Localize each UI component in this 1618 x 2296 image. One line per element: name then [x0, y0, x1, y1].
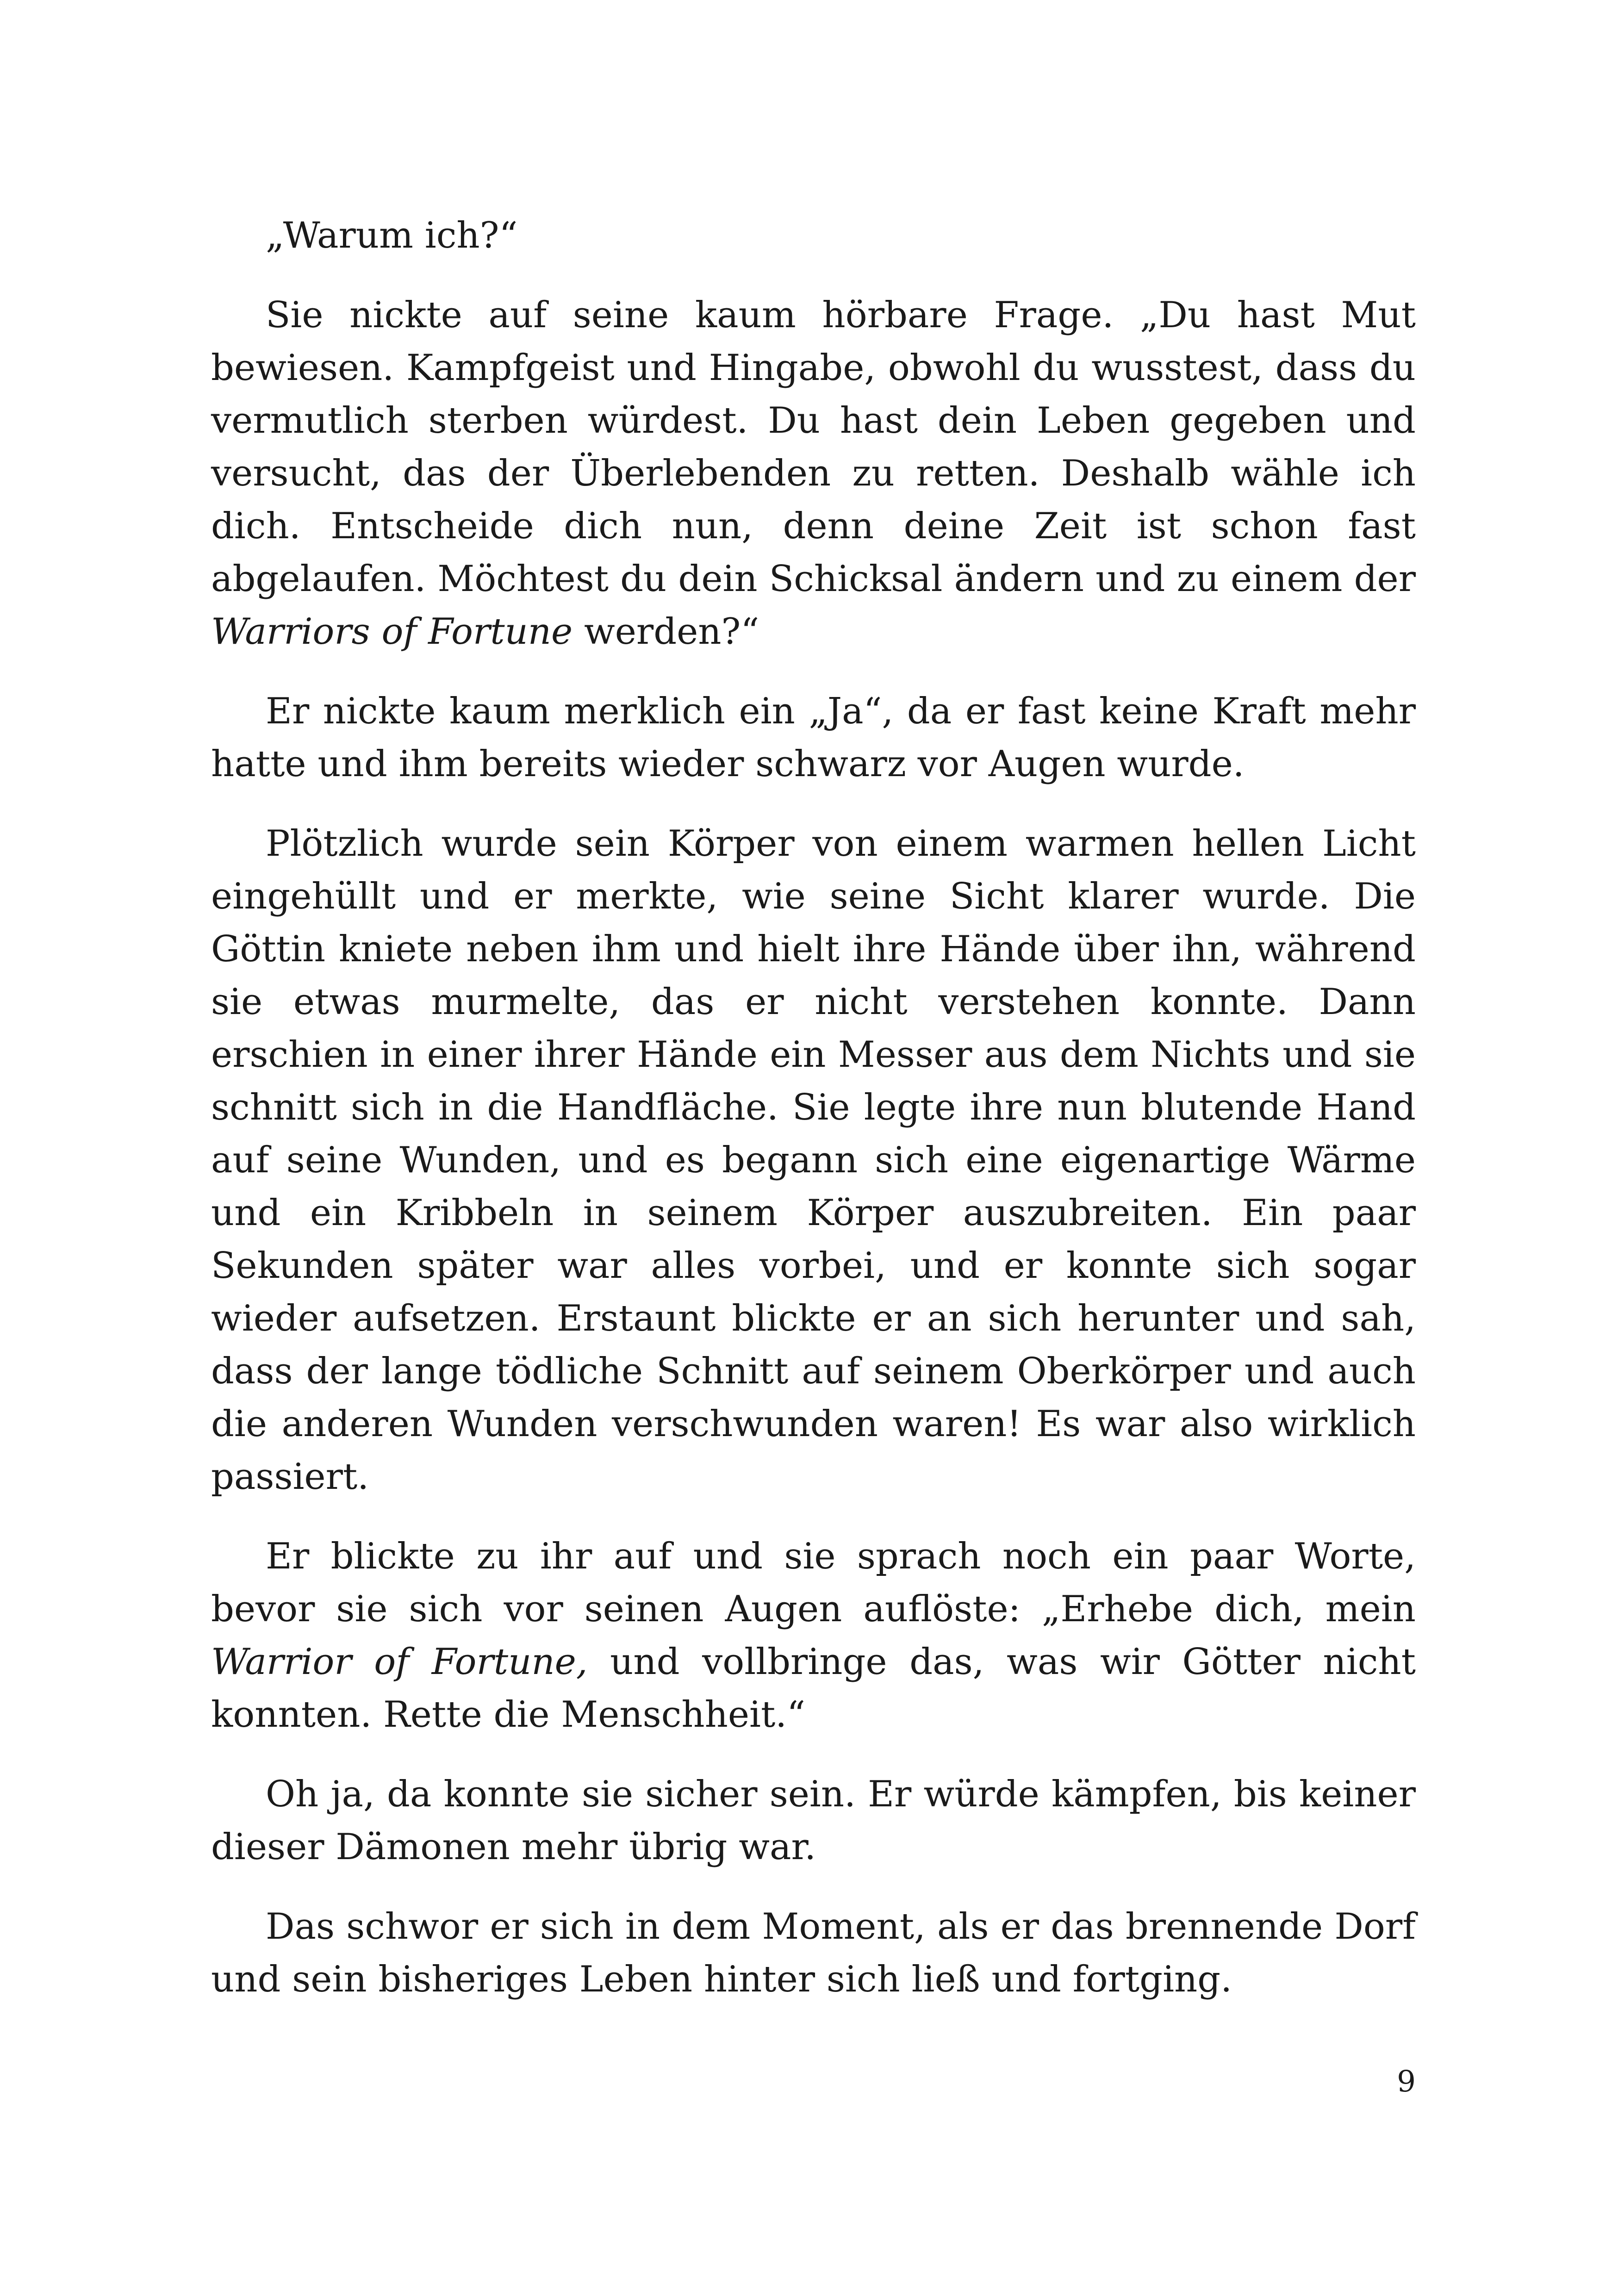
body-text — [211, 209, 1416, 2006]
paragraph-3: Er nickte kaum merklich ein „Ja“, da er fast keine Kraft mehr hatte und ihm bereits wieder schwarz vor Augen wurde. — [211, 691, 1416, 785]
page-number: 9 — [1397, 2065, 1416, 2099]
paragraph-5: Er blickte zu ihr auf und sie sprach noch ein paar Worte, bevor sie sich vor seinen Augen auflöste: „Erhebe dich, mein Warrior of Fortune, und vollbringe das, was wir Götter nicht konnten. Rette die Menschheit.“ — [211, 1536, 1416, 1736]
paragraph-4: Plötzlich wurde sein Körper von einem warmen hellen Licht eingehüllt und er merkte, wie seine Sicht klarer wurde. Die Göttin kniete neben ihm und hielt ihre Hände über ihn, während sie etwas murmelte, das er nicht verstehen konnte. Dann erschien in einer ihrer Hände ein Messer aus dem Nichts und sie schnitt sich in die Handfläche. Sie legte ihre nun blutende Hand auf seine Wunden, und es begann sich eine eigenartige Wärme und ein Kribbeln in seinem Körper auszubreiten. Ein paar Sekunden später war alles vorbei, und er konnte sich sogar wieder aufsetzen. Erstaunt blickte er an sich herunter und sah, dass der lange tödliche Schnitt auf seinem Oberkörper und auch die anderen Wunden verschwunden waren! Es war also wirklich passiert. — [211, 823, 1416, 1498]
paragraph-1: „Warum ich?“ — [266, 215, 518, 256]
italic-phrase: Warrior of Fortune, — [211, 1641, 588, 1683]
paragraph-2: Sie nickte auf seine kaum hörbare Frage. „Du hast Mut bewiesen. Kampfgeist und Hingabe, obwohl du wusstest, dass du vermutlich sterben würdest. Du hast dein Leben gegeben und versucht, das der Überlebenden zu retten. Deshalb wähle ich dich. Entscheide dich nun, denn deine Zeit ist schon fast abgelaufen. Möchtest du dein Schicksal ändern und zu einem der Warriors of Fortune werden?“ — [211, 294, 1416, 653]
paragraph-6: Oh ja, da konnte sie sicher sein. Er würde kämpfen, bis keiner dieser Dämonen mehr übrig war. — [211, 1773, 1416, 1868]
paragraph-7: Das schwor er sich in dem Moment, als er das brennende Dorf und sein bisheriges Leben hinter sich ließ und fortging. — [211, 1906, 1416, 2000]
italic-phrase: Warriors of Fortune — [211, 611, 573, 653]
